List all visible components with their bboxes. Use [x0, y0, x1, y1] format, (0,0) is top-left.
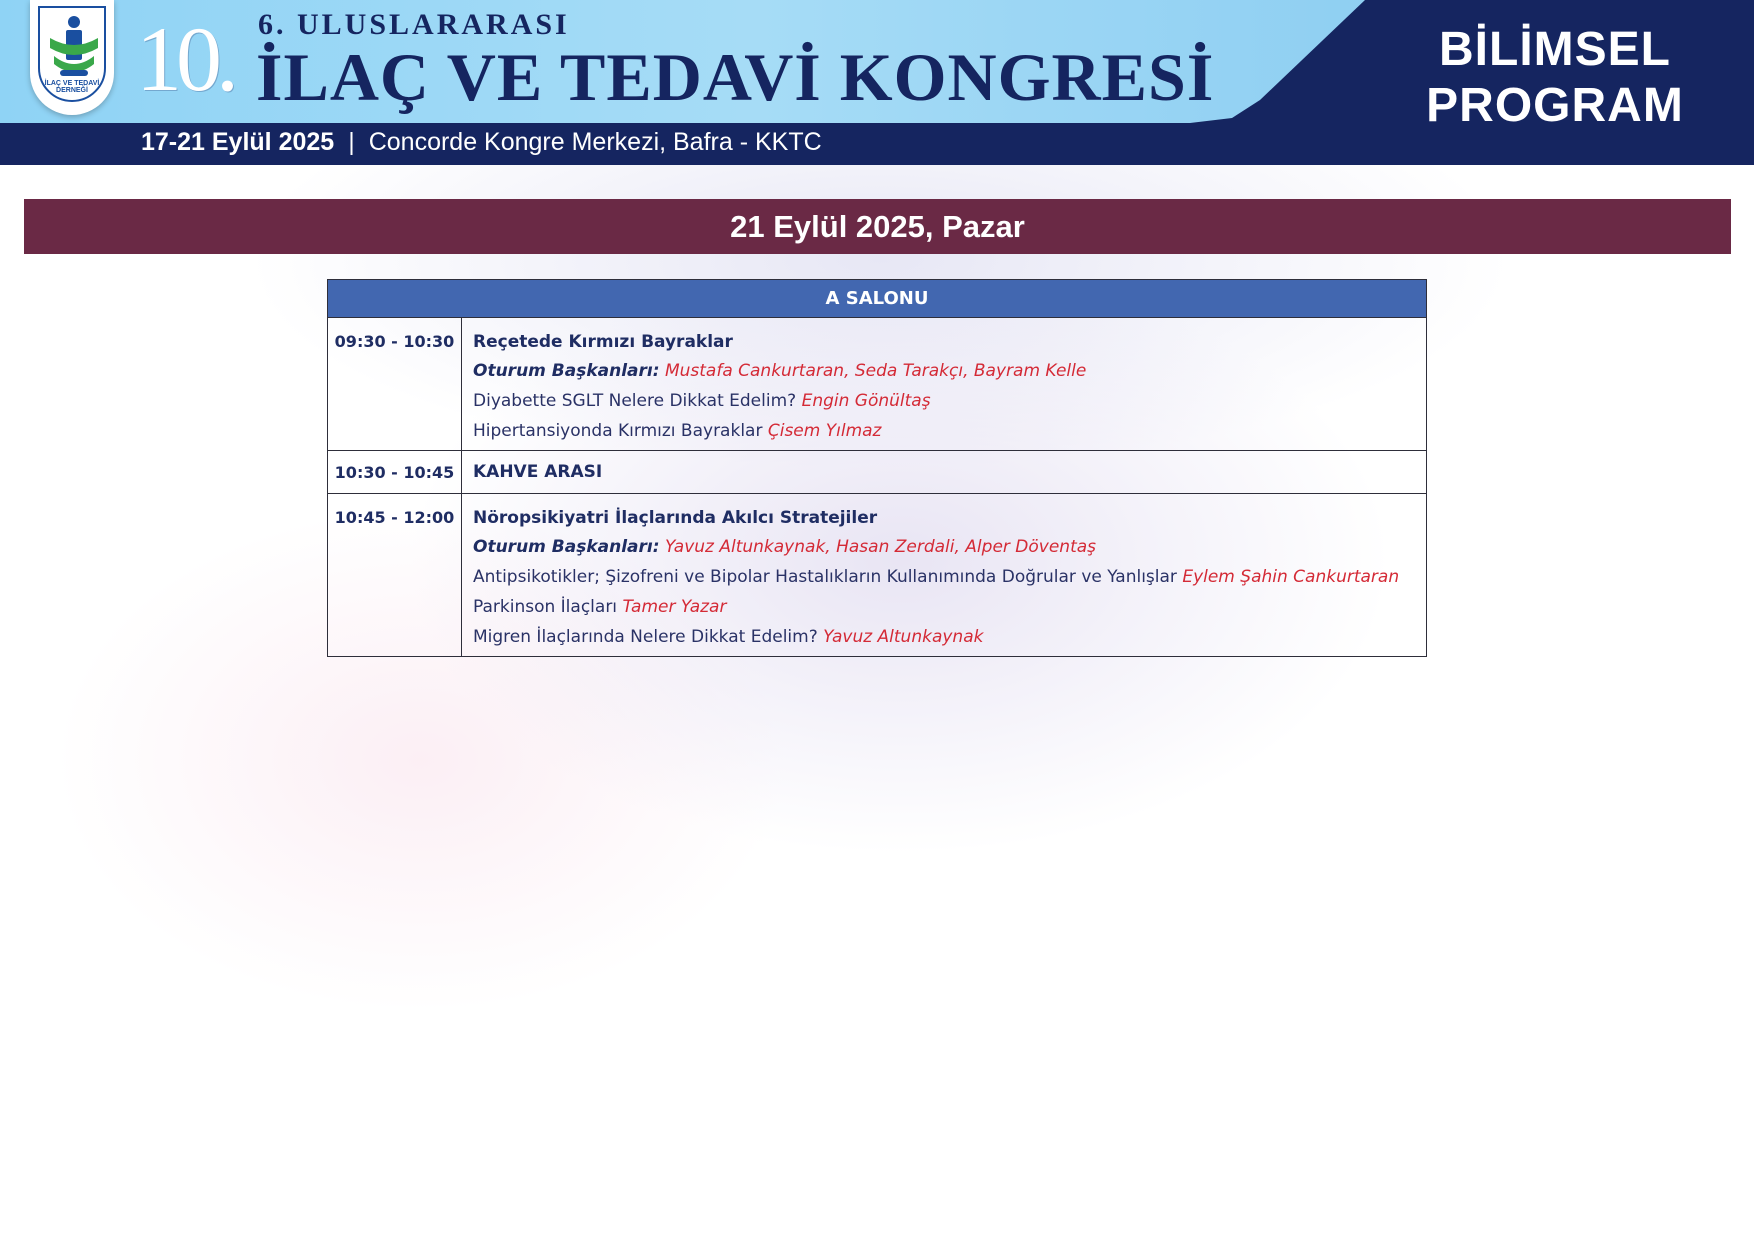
session-chairs: [473, 532, 1415, 562]
logo-caption: İLAÇ VE TEDAVİ DERNEĞİ: [44, 80, 100, 94]
talk-speaker: Çisem Yılmaz: [767, 421, 882, 441]
talk-item: [473, 622, 1415, 652]
chairs-names: Mustafa Cankurtaran, Seda Tarakçı, Bayram Kelle: [664, 361, 1087, 381]
program-label: [1380, 22, 1730, 134]
hall-name: A SALONU: [328, 280, 1427, 318]
day-heading: 21 Eylül 2025, Pazar: [24, 199, 1731, 254]
chairs-names: Yavuz Altunkaynak, Hasan Zerdali, Alper Döventaş: [664, 537, 1097, 557]
talk-topic: Diyabette SGLT Nelere Dikkat Edelim?: [473, 391, 797, 411]
break-time: 10:30 - 10:45: [328, 451, 462, 494]
break-row: [328, 451, 1427, 494]
congress-header: [0, 0, 1754, 165]
talk-topic: Antipsikotikler; Şizofreni ve Bipolar Hastalıkların Kullanımında Doğrular ve Yanlışlar: [473, 567, 1177, 587]
talk-topic: Migren İlaçlarında Nelere Dikkat Edelim?: [473, 627, 818, 647]
talk-topic: Parkinson İlaçları: [473, 597, 618, 617]
session-chairs: [473, 356, 1415, 386]
session-content: [462, 494, 1427, 657]
program-table: [327, 279, 1427, 657]
congress-dates: 17-21 Eylül 2025: [141, 128, 335, 156]
talk-item: [473, 416, 1415, 446]
program-label-line1: BİLİMSEL: [1439, 23, 1671, 76]
hall-header-row: [328, 280, 1427, 318]
talk-item: [473, 592, 1415, 622]
talk-speaker: Engin Gönültaş: [801, 391, 931, 411]
talk-item: [473, 386, 1415, 416]
session-row: [328, 494, 1427, 657]
break-content: [462, 451, 1427, 494]
separator: |: [348, 128, 355, 156]
edition-number: 10.: [136, 8, 233, 110]
congress-venue: Concorde Kongre Merkezi, Bafra - KKTC: [368, 128, 822, 156]
congress-subtitle: 6. ULUSLARARASI: [258, 8, 570, 41]
program-label-line2: PROGRAM: [1426, 79, 1684, 132]
talk-item: [473, 562, 1415, 592]
association-logo: [30, 0, 114, 115]
session-time: 09:30 - 10:30: [328, 318, 462, 451]
session-title: Reçetede Kırmızı Bayraklar: [473, 332, 733, 352]
session-content: [462, 318, 1427, 451]
talk-speaker: Tamer Yazar: [622, 597, 727, 617]
chairs-label: Oturum Başkanları:: [473, 361, 660, 381]
chairs-label: Oturum Başkanları:: [473, 537, 660, 557]
break-title: KAHVE ARASI: [473, 462, 603, 482]
talk-speaker: Eylem Şahin Cankurtaran: [1182, 567, 1400, 587]
date-venue-line: [141, 128, 822, 157]
talk-topic: Hipertansiyonda Kırmızı Bayraklar: [473, 421, 763, 441]
session-row: [328, 318, 1427, 451]
session-title: Nöropsikiyatri İlaçlarında Akılcı Stratejiler: [473, 508, 878, 528]
congress-title: İLAÇ VE TEDAVİ KONGRESİ: [256, 39, 1215, 115]
session-time: 10:45 - 12:00: [328, 494, 462, 657]
talk-speaker: Yavuz Altunkaynak: [823, 627, 984, 647]
